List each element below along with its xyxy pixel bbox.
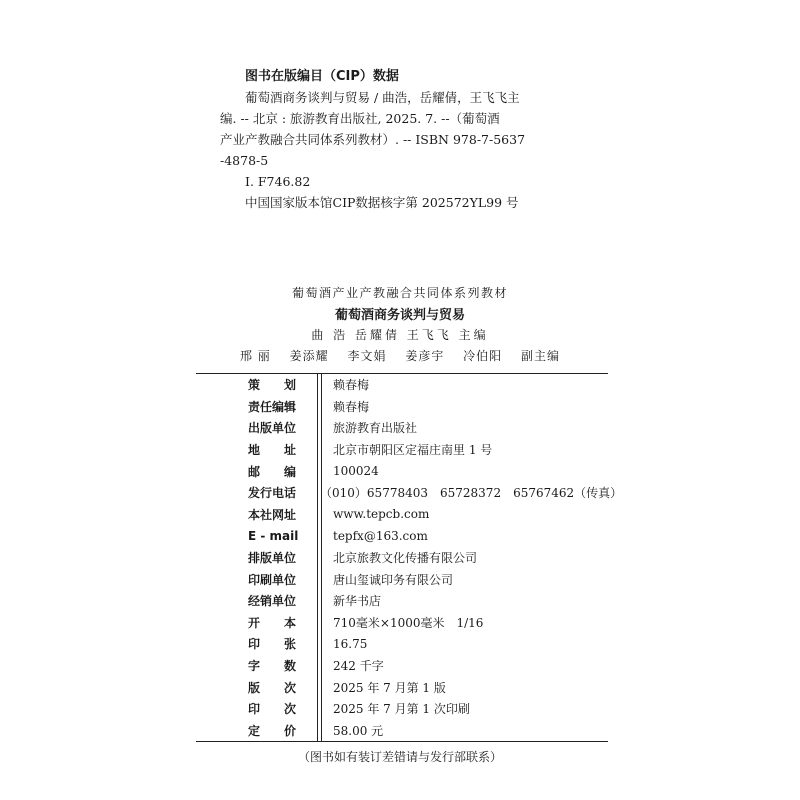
- publication-info-row: [196, 482, 623, 504]
- publication-info-key-text: 邮 编: [248, 464, 296, 479]
- publication-info-key: 经销单位: [248, 594, 297, 609]
- table-divider: [321, 374, 322, 741]
- publication-info-key-text: 地 址: [248, 443, 296, 458]
- publication-info-key: [196, 635, 317, 652]
- publication-info-key-text: 开 本: [248, 615, 296, 630]
- publication-info-value: 唐山玺诚印务有限公司: [333, 572, 454, 587]
- deputy-editor: 姜彦宇: [405, 349, 445, 363]
- publication-info-value: （010）65778403 65728372 65767462（传真）: [320, 486, 623, 501]
- publication-info-key: 责任编辑: [248, 399, 297, 414]
- publication-info-row: [196, 676, 608, 698]
- publication-info-value: 北京旅教文化传播有限公司: [333, 551, 478, 566]
- publication-info-key: 出版单位: [248, 421, 297, 436]
- cip-number: 中国国家版本馆CIP数据核字第 202572YL99 号: [245, 195, 519, 210]
- publication-info-value: 2025 年 7 月第 1 版: [333, 680, 446, 695]
- publication-info-key: [196, 700, 317, 717]
- publication-info-row: [196, 525, 608, 547]
- publication-info-key-text: 策 划: [248, 378, 296, 393]
- table-divider: [317, 374, 318, 741]
- publication-info-row: [196, 655, 608, 677]
- cip-line: 编. -- 北京 : 旅游教育出版社, 2025. 7. --（葡萄酒: [220, 111, 500, 126]
- publication-info-row: [196, 504, 608, 526]
- cip-line: 葡萄酒商务谈判与贸易 / 曲浩，岳耀倩，王飞飞主: [245, 90, 520, 105]
- publication-info-table: [196, 373, 623, 742]
- publication-info-value: 赖春梅: [333, 399, 370, 414]
- publication-info-value: 58.00 元: [333, 723, 384, 738]
- publication-info-row: [196, 396, 608, 418]
- publication-info-key-text: 字 数: [248, 659, 296, 674]
- deputy-editors: [0, 347, 800, 364]
- cip-line: 产业产教融合共同体系列教材）. -- ISBN 978-7-5637: [220, 132, 526, 147]
- publication-info-key: 发行电话: [248, 486, 297, 501]
- publication-info-key-text: 定 价: [248, 723, 296, 738]
- publication-info-key-text: 印 张: [248, 637, 296, 652]
- publication-info-key: [196, 722, 317, 739]
- publication-info-value: 100024: [333, 464, 379, 479]
- publication-info-key: 排版单位: [248, 551, 297, 566]
- book-title: 葡萄酒商务谈判与贸易: [334, 308, 465, 323]
- deputy-editor-role: 副主编: [521, 349, 561, 363]
- publication-info-row: [196, 720, 608, 742]
- cip-line: -4878-5: [220, 153, 269, 168]
- deputy-editor: 邢 丽: [239, 349, 271, 363]
- publication-info-row: [196, 547, 608, 569]
- publication-info-row: [196, 417, 608, 439]
- publication-info-value: 242 千字: [333, 659, 384, 674]
- publication-info-row: [196, 633, 608, 655]
- deputy-editor: 冷伯阳: [463, 349, 503, 363]
- series-name: 葡萄酒产业产教融合共同体系列教材: [291, 286, 508, 300]
- publication-info-key-text: 版 次: [248, 680, 296, 695]
- publication-info-value: 新华书店: [333, 594, 382, 609]
- publication-info-row: [196, 698, 608, 720]
- publication-info-key: 本社网址: [248, 507, 297, 522]
- publication-info-value: 北京市朝阳区定福庄南里 1 号: [333, 443, 493, 458]
- publication-info-value: 16.75: [333, 636, 368, 651]
- publication-info-value: www.tepcb.com: [333, 507, 430, 522]
- publication-info-value: 2025 年 7 月第 1 次印刷: [333, 702, 470, 717]
- cip-heading: 图书在版编目（CIP）数据: [245, 69, 399, 84]
- publication-info-key: 印刷单位: [248, 572, 297, 587]
- publication-info-value: tepfx@163.com: [333, 528, 428, 543]
- publication-info-key: [196, 441, 317, 458]
- publication-info-key: E - mail: [248, 528, 299, 543]
- publication-info-key: [196, 614, 317, 631]
- publication-info-value: 旅游教育出版社: [333, 421, 418, 436]
- publication-info-key-text: 印 次: [248, 702, 296, 717]
- footer-note: （图书如有装订差错请与发行部联系）: [297, 750, 502, 764]
- publication-info-key: [196, 657, 317, 674]
- chief-editors: 曲 浩 岳耀倩 王飞飞 主编: [311, 328, 489, 342]
- cip-block: [220, 66, 560, 213]
- publication-info-row: [196, 568, 608, 590]
- publication-info-row: [196, 374, 608, 396]
- publication-info-value: 710毫米×1000毫米 1/16: [333, 615, 484, 630]
- cip-classification: Ⅰ. F746.82: [245, 174, 311, 189]
- publication-info-key: [196, 376, 317, 393]
- publication-info-row: [196, 612, 608, 634]
- publication-info-key: [196, 463, 317, 480]
- deputy-editor: 李文娟: [347, 349, 387, 363]
- publication-info-row: [196, 439, 608, 461]
- publication-info-row: [196, 460, 608, 482]
- publication-info-key: [196, 679, 317, 696]
- publication-info-row: [196, 590, 608, 612]
- publication-info-value: 赖春梅: [333, 378, 370, 393]
- deputy-editor: 姜添耀: [289, 349, 329, 363]
